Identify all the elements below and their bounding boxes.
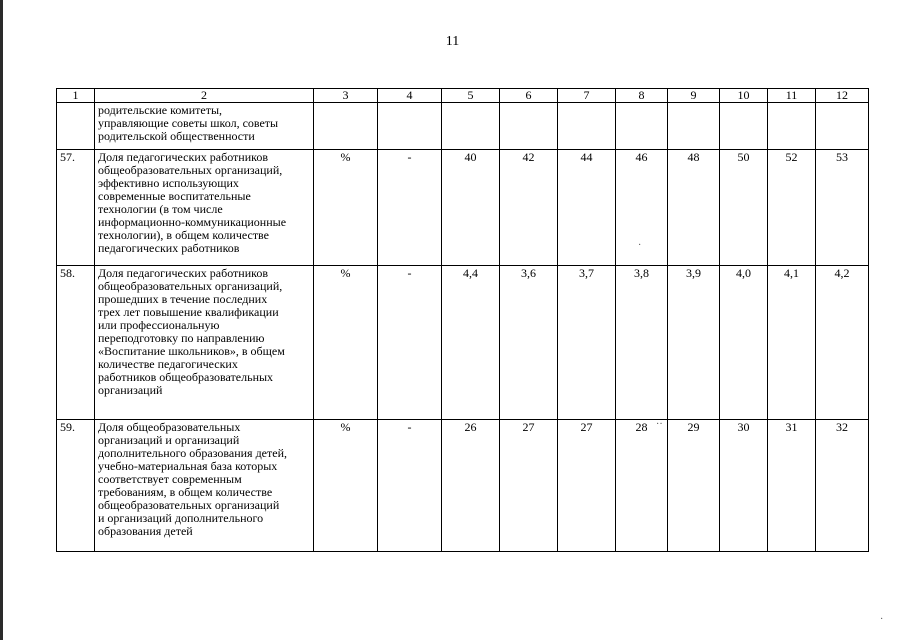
description-line: требованиям, в общем количестве [98, 485, 273, 499]
scan-speck: · [880, 614, 884, 625]
description-line: Доля педагогических работников [98, 150, 269, 164]
row-number-cell: 58. [57, 266, 95, 420]
scan-speck: · [638, 240, 642, 251]
year-value-cell [500, 103, 558, 150]
indicator-description-cell [95, 420, 314, 552]
description-line: родительские комитеты, [98, 103, 223, 117]
year-value-cell: 27 [558, 420, 616, 552]
base-value-cell: - [378, 150, 442, 266]
indicators-table [56, 88, 869, 552]
description-line: соответствует современным [98, 472, 242, 486]
year-value-cell: 4,0 [720, 266, 768, 420]
year-value-cell [668, 103, 720, 150]
description-line: «Воспитание школьников», в общем [98, 344, 285, 358]
description-line: организаций [98, 383, 163, 397]
description-line: трех лет повышение квалификации [98, 305, 279, 319]
description-line: дополнительного образования детей, [98, 446, 287, 460]
description-line: образования детей [98, 524, 193, 538]
year-value-cell: 28 [616, 420, 668, 552]
year-value-cell: 48 [668, 150, 720, 266]
description-line: количестве педагогических [98, 357, 238, 371]
table-row [57, 266, 869, 420]
year-value-cell: 44 [558, 150, 616, 266]
description-line: технологии (в том числе [98, 202, 223, 216]
year-value-cell: 30 [720, 420, 768, 552]
header-cell: 4 [378, 89, 442, 103]
description-line: родительской общественности [98, 129, 255, 143]
year-value-cell: 26 [442, 420, 500, 552]
header-cell: 7 [558, 89, 616, 103]
header-cell: 3 [314, 89, 378, 103]
description-line: или профессиональную [98, 318, 220, 332]
year-value-cell: 4,4 [442, 266, 500, 420]
year-value-cell: 52 [768, 150, 816, 266]
unit-cell: % [314, 266, 378, 420]
year-value-cell: 3,7 [558, 266, 616, 420]
table-header-row [57, 89, 869, 103]
year-value-cell: 29 [668, 420, 720, 552]
year-value-cell: 32 [816, 420, 869, 552]
table-row [57, 103, 869, 150]
indicator-description-cell [95, 150, 314, 266]
header-cell: 10 [720, 89, 768, 103]
year-value-cell: 31 [768, 420, 816, 552]
year-value-cell [558, 103, 616, 150]
description-line: общеобразовательных организаций, [98, 279, 283, 293]
description-line: учебно-материальная база которых [98, 459, 278, 473]
row-number-cell [57, 103, 95, 150]
year-value-cell: 27 [500, 420, 558, 552]
description-line: общеобразовательных организаций [98, 498, 280, 512]
description-line: педагогических работников [98, 241, 240, 255]
description-line: эффективно использующих [98, 176, 239, 190]
header-cell: 2 [95, 89, 314, 103]
description-line: работников общеобразовательных [98, 370, 274, 384]
description-line: прошедших в течение последних [98, 292, 268, 306]
description-line: общеобразовательных организаций, [98, 163, 283, 177]
header-cell: 12 [816, 89, 869, 103]
year-value-cell: 3,6 [500, 266, 558, 420]
description-line: информационно-коммуникационные [98, 215, 287, 229]
row-number-cell: 57. [57, 150, 95, 266]
year-value-cell: 3,9 [668, 266, 720, 420]
indicator-description-cell [95, 266, 314, 420]
header-cell: 1 [57, 89, 95, 103]
table-row [57, 150, 869, 266]
description-line: переподготовку по направлению [98, 331, 265, 345]
table-body [57, 89, 869, 552]
year-value-cell [616, 103, 668, 150]
year-value-cell: 4,1 [768, 266, 816, 420]
header-cell: 9 [668, 89, 720, 103]
year-value-cell: 3,8 [616, 266, 668, 420]
description-line: современные воспитательные [98, 189, 251, 203]
year-value-cell [720, 103, 768, 150]
base-value-cell: - [378, 420, 442, 552]
unit-cell [314, 103, 378, 150]
year-value-cell [768, 103, 816, 150]
year-value-cell: 53 [816, 150, 869, 266]
unit-cell: % [314, 150, 378, 266]
year-value-cell: 50 [720, 150, 768, 266]
header-cell: 8 [616, 89, 668, 103]
year-value-cell [442, 103, 500, 150]
year-value-cell: 40 [442, 150, 500, 266]
description-line: и организаций дополнительного [98, 511, 264, 525]
header-cell: 11 [768, 89, 816, 103]
description-line: технологии), в общем количестве [98, 228, 269, 242]
unit-cell: % [314, 420, 378, 552]
header-cell: 6 [500, 89, 558, 103]
year-value-cell: 42 [500, 150, 558, 266]
description-line: Доля педагогических работников [98, 266, 269, 280]
description-line: организаций и организаций [98, 433, 240, 447]
year-value-cell: 46 [616, 150, 668, 266]
table-row [57, 420, 869, 552]
header-cell: 5 [442, 89, 500, 103]
row-number-cell: 59. [57, 420, 95, 552]
description-line: Доля общеобразовательных [98, 420, 241, 434]
year-value-cell [816, 103, 869, 150]
base-value-cell: - [378, 266, 442, 420]
page-left-edge [0, 0, 3, 640]
year-value-cell: 4,2 [816, 266, 869, 420]
description-line: управляющие советы школ, советы [98, 116, 279, 130]
base-value-cell [378, 103, 442, 150]
scan-speck: ·· [656, 419, 663, 430]
indicator-description-cell [95, 103, 314, 150]
page-number: 11 [445, 34, 460, 49]
